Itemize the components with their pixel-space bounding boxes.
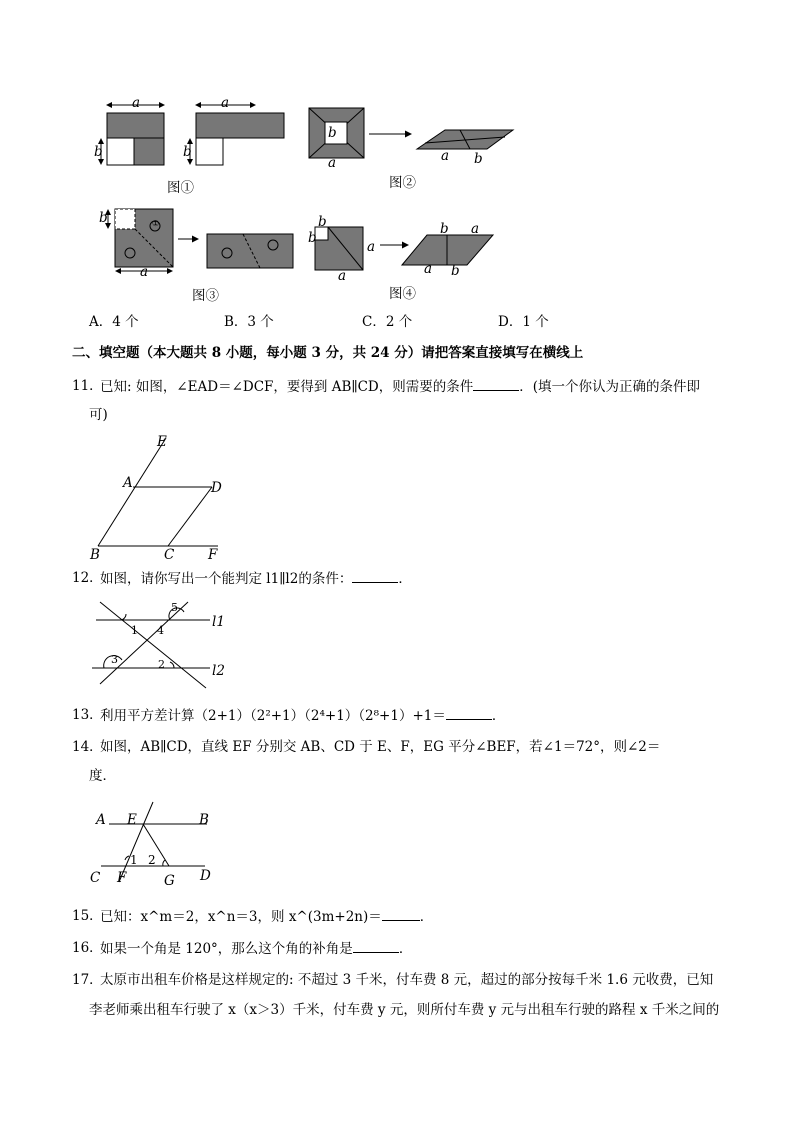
figure-1-drawing bbox=[95, 96, 295, 196]
fig2-caption: 图② bbox=[389, 175, 416, 191]
q17-line-1: 太原市出租车价格是这样规定的: 不超过 3 千米，付车费 8 元，超过的部分按每千米 1.6 元收费，已知 bbox=[100, 972, 714, 988]
q13-number: 13． bbox=[72, 707, 103, 723]
q14-label-e: E bbox=[127, 812, 137, 828]
option-a: A．4 个 bbox=[89, 314, 139, 330]
fig3-circle-1: ① bbox=[152, 219, 160, 228]
option-c: C．2 个 bbox=[362, 314, 413, 330]
q14-label-b: B bbox=[199, 812, 209, 828]
q12-answer-blank[interactable] bbox=[352, 568, 398, 583]
q14-text: 如图，AB∥CD，直线 EF 分别交 AB、CD 于 E、F，EG 平分∠BEF，若∠1＝72°，则∠2＝ bbox=[100, 739, 661, 755]
q11-label-b: B bbox=[90, 547, 100, 563]
q13-text: 利用平方差计算（2+1）（2²+1）（2⁴+1）（2⁸+1）+1＝ ． bbox=[100, 705, 505, 726]
fig2-label-a: a bbox=[328, 155, 337, 171]
q13-answer-blank[interactable] bbox=[446, 705, 492, 720]
q11-label-e: E bbox=[157, 434, 167, 450]
q12-label-l2: l2 bbox=[212, 663, 225, 679]
fig3-label-a: a bbox=[140, 264, 149, 280]
q14-label-a: A bbox=[96, 812, 106, 828]
q11-label-c: C bbox=[164, 547, 175, 563]
q11-text-cont: 可) bbox=[89, 407, 108, 423]
q11-number: 11． bbox=[72, 378, 103, 394]
fig4-label-b-top: b bbox=[318, 214, 327, 230]
q15-answer-blank[interactable] bbox=[382, 906, 420, 921]
q12-diagram bbox=[88, 598, 228, 693]
q11-text: 已知: 如图，∠EAD＝∠DCF，要得到 AB∥CD，则需要的条件 ．(填一个你认为正确的条件即 bbox=[100, 376, 700, 397]
q14-text-cont: 度． bbox=[89, 768, 116, 784]
figure-3-drawing bbox=[95, 205, 300, 280]
fig4-label-a-bot2: a bbox=[424, 261, 433, 277]
fig3-label-b: b bbox=[99, 210, 108, 226]
q15-number: 15． bbox=[72, 908, 103, 924]
option-b: B．3 个 bbox=[224, 314, 274, 330]
q17-number: 17． bbox=[72, 972, 103, 988]
q17-line-2: 李老师乘出租车行驶了 x（x＞3）千米，付车费 y 元，则所付车费 y 元与出租车行驶的路程 x 千米之间的 bbox=[89, 1002, 720, 1018]
fig1-label-a-left: a bbox=[132, 95, 141, 111]
figure-2-drawing bbox=[305, 104, 525, 174]
q11-label-f: F bbox=[208, 547, 218, 563]
q12-angle-1: 1 bbox=[131, 624, 138, 637]
q14-label-g: G bbox=[164, 873, 175, 889]
q12-angle-5: 5 bbox=[171, 601, 178, 614]
q14-label-d: D bbox=[200, 868, 211, 884]
q14-number: 14． bbox=[72, 739, 103, 755]
q12-angle-3: 3 bbox=[111, 653, 118, 666]
q12-label-l1: l1 bbox=[212, 614, 225, 630]
fig2-label-a-right: a bbox=[441, 148, 450, 164]
fig1-caption: 图① bbox=[167, 180, 194, 196]
q14-label-f: F bbox=[117, 870, 127, 886]
fig3-caption: 图③ bbox=[192, 288, 219, 304]
q16-number: 16． bbox=[72, 940, 103, 956]
q12-number: 12． bbox=[72, 570, 103, 586]
q16-answer-blank[interactable] bbox=[353, 938, 399, 953]
fig1-label-b-right: b bbox=[183, 144, 192, 160]
q12-angle-4: 4 bbox=[157, 624, 164, 637]
q12-text: 如图，请你写出一个能判定 l1∥l2的条件： ． bbox=[100, 568, 412, 589]
section-title: 二、填空题（本大题共 8 小题，每小题 3 分，共 24 分）请把答案直接填写在横线上 bbox=[72, 345, 584, 361]
q16-text: 如果一个角是 120°，那么这个角的补角是 ． bbox=[100, 938, 412, 959]
fig1-label-b-left: b bbox=[94, 144, 103, 160]
fig4-label-b-top2: b bbox=[440, 221, 449, 237]
fig2-label-b-right: b bbox=[474, 151, 483, 167]
fig4-caption: 图④ bbox=[389, 286, 416, 302]
fig4-label-b-bot2: b bbox=[451, 263, 460, 279]
q15-text: 已知：x^m＝2，x^n＝3，则 x^(3m+2n)＝ ． bbox=[100, 906, 433, 927]
q11-answer-blank[interactable] bbox=[473, 376, 519, 391]
fig4-label-a-right: a bbox=[367, 239, 376, 255]
fig4-label-a-bottom: a bbox=[338, 268, 347, 284]
option-d: D．1 个 bbox=[498, 314, 549, 330]
q14-label-c: C bbox=[90, 870, 101, 886]
q11-label-a: A bbox=[123, 475, 133, 491]
q14-angle-1: 1 bbox=[130, 853, 138, 867]
fig1-label-a-right: a bbox=[221, 95, 230, 111]
fig2-label-b: b bbox=[328, 125, 337, 141]
q11-label-d: D bbox=[211, 480, 222, 496]
q14-angle-2: 2 bbox=[148, 853, 156, 867]
fig4-label-b-left: b bbox=[308, 230, 317, 246]
q12-angle-2: 2 bbox=[158, 658, 165, 671]
fig4-label-a-top2: a bbox=[471, 221, 480, 237]
